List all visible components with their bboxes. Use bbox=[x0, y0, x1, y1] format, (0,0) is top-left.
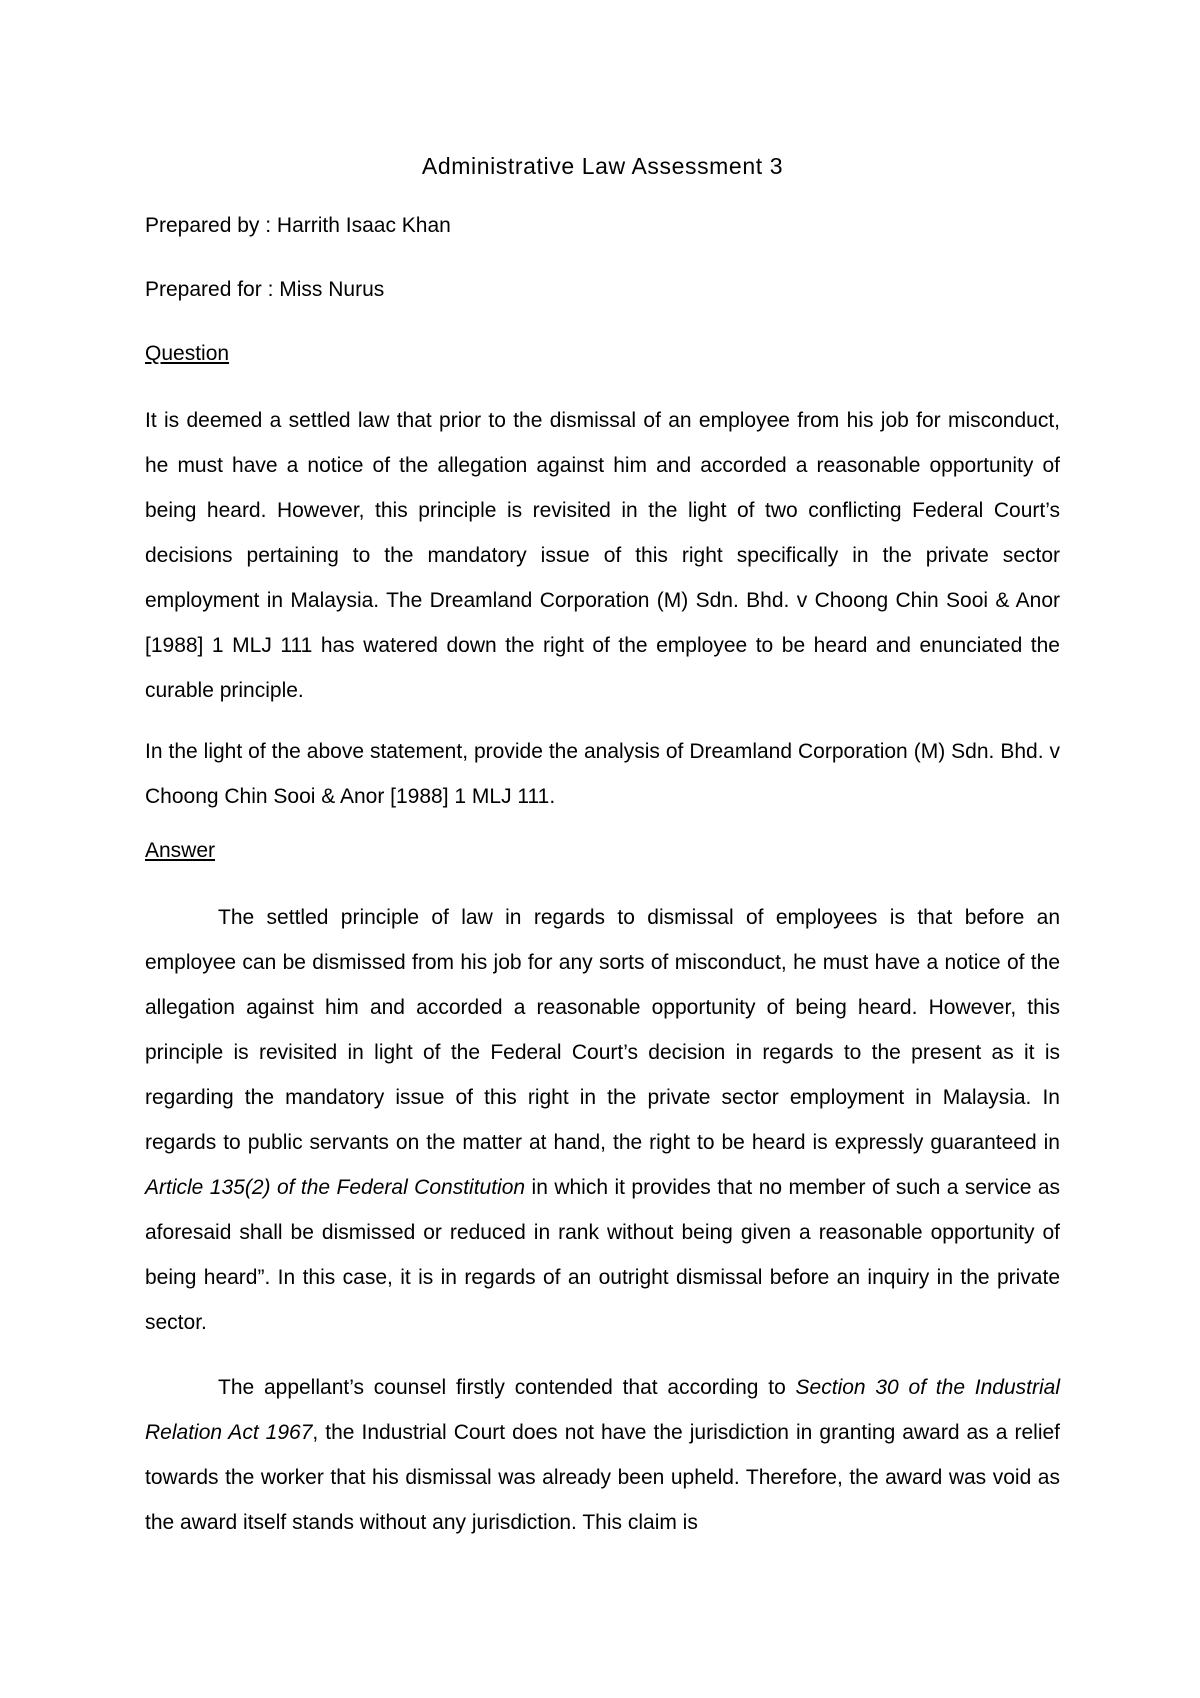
question-paragraph-2: In the light of the above statement, provide the analysis of Dreamland Corporation (M) Sdn. Bhd. v Choong Chin Sooi & Anor [1988] 1 MLJ 111. bbox=[145, 740, 1060, 808]
answer-heading: Answer bbox=[145, 839, 216, 862]
prepared-for: Prepared for : Miss Nurus bbox=[145, 278, 385, 301]
answer-p2-text-b: , the Industrial Court does not have the jurisdiction in granting award as a relief towards the worker that his dismissal was already been upheld. Therefore, the award was void as the award itself stands without any jurisdiction. This claim is bbox=[145, 1421, 1060, 1534]
answer-paragraph-1 bbox=[145, 895, 1060, 1345]
document-title: Administrative Law Assessment 3 bbox=[421, 153, 784, 179]
prepared-by: Prepared by : Harrith Isaac Khan bbox=[145, 214, 451, 237]
answer-p2-text-a: The appellant’s counsel firstly contended that according to bbox=[218, 1376, 796, 1399]
answer-p2-citation: Section 30 of the Industrial Relation Act 1967 bbox=[145, 1376, 1060, 1444]
question-paragraph-1: It is deemed a settled law that prior to the dismissal of an employee from his job for misconduct, he must have a notice of the allegation against him and accorded a reasonable opportunity of being heard. However, this principle is revisited in the light of two conflicting Federal Court’s decisions pertaining to the mandatory issue of this right specifically in the private sector employment in Malaysia. The Dreamland Corporation (M) Sdn. Bhd. v Choong Chin Sooi & Anor [1988] 1 MLJ 111 has watered down the right of the employee to be heard and enunciated the curable principle. bbox=[145, 409, 1060, 702]
document-body bbox=[145, 146, 1060, 1561]
question-heading: Question bbox=[145, 342, 230, 365]
answer-p1-text-b: in which it provides that no member of such a service as aforesaid shall be dismissed or reduced in rank without being given a reasonable opportunity of being heard”. In this case, it is in regards of an outright dismissal before an inquiry in the private sector. bbox=[145, 1176, 1061, 1334]
answer-p1-text-a: The settled principle of law in regards to dismissal of employees is that before an employee can be dismissed from his job for any sorts of misconduct, he must have a notice of the allegation against him and accorded a reasonable opportunity of being heard. However, this principle is revisited in light of the Federal Court’s decision in regards to the present as it is regarding the mandatory issue of this right in the private sector employment in Malaysia. In regards to public servants on the matter at hand, the right to be heard is expressly guaranteed in bbox=[145, 906, 1060, 1154]
answer-p1-citation: Article 135(2) of the Federal Constitution bbox=[145, 1176, 526, 1199]
answer-paragraph-2 bbox=[145, 1365, 1060, 1545]
